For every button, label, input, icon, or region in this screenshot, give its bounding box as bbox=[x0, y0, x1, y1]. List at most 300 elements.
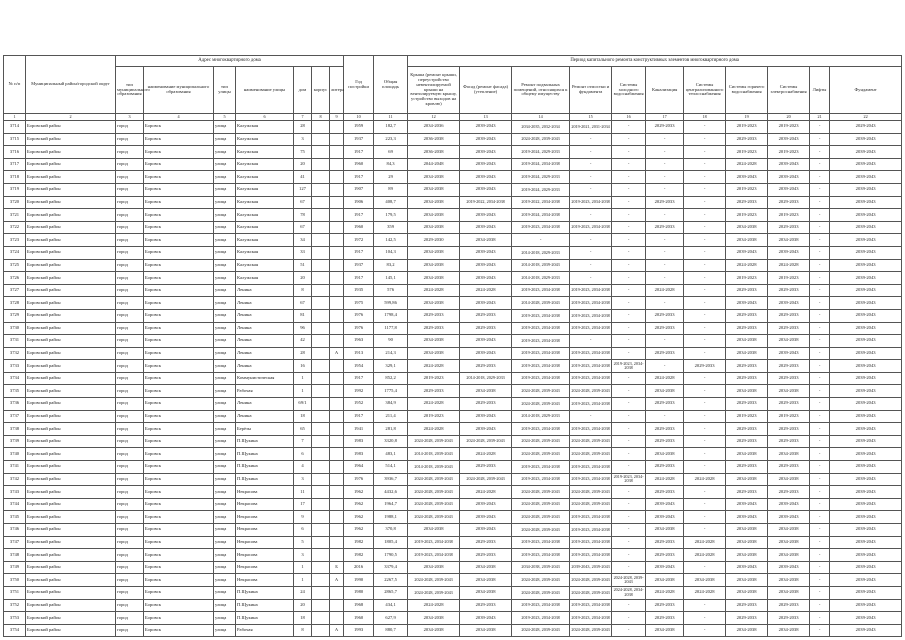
table-row bbox=[4, 335, 902, 348]
table-cell bbox=[312, 599, 330, 612]
table-cell: 2039-2043 bbox=[460, 121, 512, 134]
table-cell: 2039-2043 bbox=[768, 133, 810, 146]
table-cell: город bbox=[116, 612, 144, 625]
column-number: 5 bbox=[214, 114, 236, 121]
table-cell: улица bbox=[214, 259, 236, 272]
table-cell: улица bbox=[214, 423, 236, 436]
table-cell bbox=[330, 171, 344, 184]
table-cell: 2019-2023, 2034-2038 bbox=[512, 335, 570, 348]
table-cell: улица bbox=[214, 612, 236, 625]
table-cell: 1177,8 bbox=[374, 322, 408, 335]
table-cell: 2024-2028, 2039-2043 bbox=[512, 385, 570, 398]
table-cell: - bbox=[612, 196, 646, 209]
table-cell: 2039-2043 bbox=[460, 297, 512, 310]
table-cell: 3936,7 bbox=[374, 473, 408, 486]
table-cell: - bbox=[612, 398, 646, 411]
table-cell: 2029-2033 bbox=[726, 322, 768, 335]
table-cell: 2039-2043 bbox=[646, 511, 684, 524]
table-cell: - bbox=[570, 259, 612, 272]
table-cell: 2019-2024, 2029-2033 bbox=[512, 183, 570, 196]
table-cell: 2039-2043 bbox=[768, 511, 810, 524]
table-cell: 2039-2043 bbox=[830, 272, 902, 285]
table-row bbox=[4, 259, 902, 272]
table-cell: 2039-2043 bbox=[830, 335, 902, 348]
table-cell: Ленина bbox=[236, 335, 294, 348]
table-cell: Боровский район bbox=[26, 171, 116, 184]
table-cell: Боровск bbox=[144, 347, 214, 360]
table-cell: - bbox=[684, 410, 726, 423]
table-cell: 24 bbox=[294, 586, 312, 599]
table-cell: 179,5 bbox=[374, 209, 408, 222]
table-cell: 2019-2023, 2034-2038 bbox=[612, 360, 646, 373]
table-cell: Ленина bbox=[236, 398, 294, 411]
table-cell: - bbox=[810, 423, 830, 436]
table-cell: 2039-2043 bbox=[460, 171, 512, 184]
table-cell: улица bbox=[214, 574, 236, 587]
table-cell: 1968 bbox=[344, 599, 374, 612]
table-cell: 2029-2033 bbox=[646, 398, 684, 411]
table-cell: 2034-2038 bbox=[408, 297, 460, 310]
column-number: 11 bbox=[374, 114, 408, 121]
table-cell: - bbox=[684, 347, 726, 360]
table-cell: - bbox=[646, 183, 684, 196]
table-cell: - bbox=[684, 133, 726, 146]
table-cell: Боровск bbox=[144, 372, 214, 385]
table-cell: 3 bbox=[294, 549, 312, 562]
col-header: Системы централизованного теплоснабжения bbox=[684, 67, 726, 114]
table-cell bbox=[330, 398, 344, 411]
table-cell: - bbox=[684, 561, 726, 574]
table-row bbox=[4, 209, 902, 222]
table-cell: Боровский район bbox=[26, 549, 116, 562]
table-cell: 2024-2028, 2039-2043 bbox=[570, 586, 612, 599]
table-cell: - bbox=[684, 624, 726, 637]
table-cell: - bbox=[810, 624, 830, 637]
table-cell: 2019-2023 bbox=[726, 183, 768, 196]
table-cell: 1 bbox=[294, 372, 312, 385]
table-cell: 2019-2023 bbox=[768, 209, 810, 222]
table-cell: Боровск bbox=[144, 461, 214, 474]
col-header: наименование муниципального образования bbox=[144, 67, 214, 114]
table-cell: улица bbox=[214, 435, 236, 448]
table-cell: - bbox=[612, 284, 646, 297]
table-cell: 2034-2038 bbox=[726, 385, 768, 398]
table-cell: 384,9 bbox=[374, 398, 408, 411]
table-cell: - bbox=[810, 524, 830, 537]
table-cell: 2024-2028, 2039-2043 bbox=[408, 574, 460, 587]
table-cell: 3746 bbox=[4, 524, 26, 537]
table-cell: 2029-2033 bbox=[460, 549, 512, 562]
table-cell: 2039-2043 bbox=[460, 410, 512, 423]
table-cell: - bbox=[810, 297, 830, 310]
table-cell: 2019-2023, 2034-2038 bbox=[570, 549, 612, 562]
table-cell bbox=[312, 461, 330, 474]
table-cell: 3735 bbox=[4, 385, 26, 398]
table-cell: 2019-2023 bbox=[726, 209, 768, 222]
column-number: 4 bbox=[144, 114, 214, 121]
table-cell: 2019-2021, 2031-2034 bbox=[570, 121, 612, 134]
column-number: 3 bbox=[116, 114, 144, 121]
table-cell: 2019-2023, 2034-2038 bbox=[512, 549, 570, 562]
table-cell: - bbox=[646, 360, 684, 373]
table-cell: 2029-2033 bbox=[408, 309, 460, 322]
table-cell bbox=[330, 259, 344, 272]
table-cell: 2039-2043 bbox=[830, 322, 902, 335]
col-header: наименование улицы bbox=[236, 67, 294, 114]
table-cell: 2019-2023, 2034-2038 bbox=[570, 536, 612, 549]
table-cell: 2024-2028 bbox=[408, 398, 460, 411]
table-cell: 3753 bbox=[4, 612, 26, 625]
table-cell: 3728 bbox=[4, 297, 26, 310]
table-cell: Боровск bbox=[144, 322, 214, 335]
table-cell: 83,2 bbox=[374, 259, 408, 272]
table-cell: Боровский район bbox=[26, 561, 116, 574]
table-cell: Боровский район bbox=[26, 121, 116, 134]
table-cell: 1917 bbox=[344, 209, 374, 222]
table-cell: 2039-2043 bbox=[460, 146, 512, 159]
table-cell: 2039-2043 bbox=[830, 297, 902, 310]
table-cell: 2029-2043 bbox=[830, 121, 902, 134]
table-cell: 3729 bbox=[4, 309, 26, 322]
table-cell: 11 bbox=[294, 486, 312, 499]
table-cell: 2034-2038 bbox=[726, 234, 768, 247]
table-cell: 2034-2038 bbox=[768, 549, 810, 562]
table-cell: город bbox=[116, 498, 144, 511]
table-cell: - bbox=[810, 209, 830, 222]
table-cell: - bbox=[684, 486, 726, 499]
table-cell: 2029-2033 bbox=[768, 284, 810, 297]
table-cell: Боровский район bbox=[26, 461, 116, 474]
table-cell: 2019-2023, 2034-2038 bbox=[512, 347, 570, 360]
table-cell: - bbox=[612, 624, 646, 637]
column-number: 21 bbox=[810, 114, 830, 121]
table-cell: город bbox=[116, 574, 144, 587]
table-cell: - bbox=[612, 435, 646, 448]
column-number: 16 bbox=[612, 114, 646, 121]
table-cell: 2029-2033 bbox=[768, 221, 810, 234]
table-cell: - bbox=[810, 196, 830, 209]
col-header: Системы электроснабжения bbox=[768, 67, 810, 114]
table-cell: Боровский район bbox=[26, 498, 116, 511]
table-cell: Некрасова bbox=[236, 574, 294, 587]
table-cell: 3748 bbox=[4, 549, 26, 562]
table-cell: улица bbox=[214, 486, 236, 499]
table-cell bbox=[330, 448, 344, 461]
table-cell: Боровский район bbox=[26, 297, 116, 310]
table-cell: Боровский район bbox=[26, 183, 116, 196]
table-cell: 2029-2033 bbox=[646, 599, 684, 612]
table-cell: 2024-2028 bbox=[684, 586, 726, 599]
table-cell: Боровский район bbox=[26, 398, 116, 411]
table-cell: город bbox=[116, 121, 144, 134]
table-cell: 2019-2024, 2034-2038 bbox=[512, 209, 570, 222]
table-cell: - bbox=[810, 121, 830, 134]
table-cell: улица bbox=[214, 536, 236, 549]
table-cell: 3743 bbox=[4, 486, 26, 499]
capital-repair-schedule-sheet bbox=[3, 55, 901, 637]
table-cell: 1906 bbox=[344, 196, 374, 209]
table-cell: 2029-2033 bbox=[646, 121, 684, 134]
table-cell: 2034-2036 bbox=[408, 121, 460, 134]
table-cell: Ленина bbox=[236, 322, 294, 335]
column-number: 9 bbox=[330, 114, 344, 121]
table-cell: Боровск bbox=[144, 360, 214, 373]
table-cell: 2034-2038 bbox=[768, 234, 810, 247]
table-cell: 2034-2038 bbox=[726, 574, 768, 587]
table-cell: 2024-2028, 2039-2043 bbox=[512, 498, 570, 511]
table-cell bbox=[312, 574, 330, 587]
table-cell: - bbox=[684, 511, 726, 524]
table-cell bbox=[330, 498, 344, 511]
table-row bbox=[4, 347, 902, 360]
table-cell: 29 bbox=[374, 171, 408, 184]
table-cell: Боровск bbox=[144, 221, 214, 234]
table-cell bbox=[312, 246, 330, 259]
table-cell bbox=[330, 272, 344, 285]
table-cell: 2019-2023, 2034-2038 bbox=[570, 524, 612, 537]
table-cell: 2034-2038 bbox=[768, 524, 810, 537]
table-cell: Боровск bbox=[144, 297, 214, 310]
table-cell: 1983 bbox=[344, 435, 374, 448]
table-cell: - bbox=[810, 259, 830, 272]
table-cell: - bbox=[612, 423, 646, 436]
table-cell: 2039-2043 bbox=[460, 335, 512, 348]
table-cell: 1964,7 bbox=[374, 498, 408, 511]
table-cell: 2024-2028, 2039-2043 bbox=[512, 398, 570, 411]
table-cell: - bbox=[810, 561, 830, 574]
table-cell: 3 bbox=[294, 133, 312, 146]
table-cell: улица bbox=[214, 398, 236, 411]
table-cell: 2024-2028 bbox=[768, 259, 810, 272]
table-cell: улица bbox=[214, 209, 236, 222]
table-cell: 2039-2043 bbox=[460, 272, 512, 285]
table-cell: 2019-2023 bbox=[726, 272, 768, 285]
col-header: дом bbox=[294, 67, 312, 114]
table-cell: Коммунистическая bbox=[236, 372, 294, 385]
table-cell: 2019-2023, 2034-2038 bbox=[570, 347, 612, 360]
table-cell: 1937 bbox=[344, 259, 374, 272]
table-cell: - bbox=[810, 234, 830, 247]
table-cell: - bbox=[612, 272, 646, 285]
table-cell: - bbox=[684, 158, 726, 171]
table-cell: улица bbox=[214, 284, 236, 297]
table-cell: 2039-2043 bbox=[830, 461, 902, 474]
table-cell: 96 bbox=[294, 322, 312, 335]
table-cell: - bbox=[684, 297, 726, 310]
table-cell: 2039-2043 bbox=[768, 183, 810, 196]
table-cell: - bbox=[684, 221, 726, 234]
table-cell bbox=[312, 511, 330, 524]
table-cell: 2019-2024, 2029-2033 bbox=[512, 171, 570, 184]
table-cell: Боровск bbox=[144, 121, 214, 134]
table-cell: 3733 bbox=[4, 360, 26, 373]
table-cell: 3379,4 bbox=[374, 561, 408, 574]
table-cell: 2024-2028, 2039-2043 bbox=[512, 524, 570, 537]
table-cell: - bbox=[810, 398, 830, 411]
table-cell: - bbox=[646, 158, 684, 171]
table-cell: Боровский район bbox=[26, 335, 116, 348]
table-cell: 2039-2043 bbox=[830, 473, 902, 486]
table-cell bbox=[312, 158, 330, 171]
table-cell: Боровский район bbox=[26, 423, 116, 436]
table-cell: город bbox=[116, 385, 144, 398]
table-cell: Боровск bbox=[144, 171, 214, 184]
table-cell: 2029-2033 bbox=[768, 398, 810, 411]
table-cell: 2019-2023, 2034-2038 bbox=[570, 297, 612, 310]
table-cell: Калужская bbox=[236, 171, 294, 184]
table-cell: П.Щукина bbox=[236, 448, 294, 461]
table-cell: 20 bbox=[294, 272, 312, 285]
table-cell: 3745 bbox=[4, 511, 26, 524]
table-cell: 408,7 bbox=[374, 196, 408, 209]
table-cell: город bbox=[116, 297, 144, 310]
table-cell: 2034-2038 bbox=[768, 385, 810, 398]
table-cell: 2019-2024, 2034-2038 bbox=[512, 158, 570, 171]
table-cell: - bbox=[612, 524, 646, 537]
table-cell: 3739 bbox=[4, 435, 26, 448]
table-cell: 2024-2028, 2039-2043 bbox=[512, 586, 570, 599]
column-number: 6 bbox=[236, 114, 294, 121]
table-cell: город bbox=[116, 536, 144, 549]
table-cell: город bbox=[116, 309, 144, 322]
table-cell: Боровский район bbox=[26, 473, 116, 486]
table-cell: 2029-2030 bbox=[408, 234, 460, 247]
table-cell: А bbox=[330, 574, 344, 587]
table-cell: 2024-2028, 2039-2043 bbox=[570, 486, 612, 499]
table-cell bbox=[330, 461, 344, 474]
table-cell: 2039-2043 bbox=[830, 549, 902, 562]
table-cell: Боровск bbox=[144, 196, 214, 209]
table-cell: 3742 bbox=[4, 473, 26, 486]
table-cell: - bbox=[684, 372, 726, 385]
table-cell: 2029-2033 bbox=[646, 196, 684, 209]
table-cell: - bbox=[612, 372, 646, 385]
table-cell bbox=[312, 121, 330, 134]
table-cell: 2024-2028, 2039-2043 bbox=[512, 133, 570, 146]
table-cell bbox=[330, 335, 344, 348]
table-cell: улица bbox=[214, 272, 236, 285]
table-cell: 2019-2022, 2034-2038 bbox=[512, 196, 570, 209]
table-cell: Калужская bbox=[236, 234, 294, 247]
table-cell: 2029-2033 bbox=[460, 398, 512, 411]
table-cell: 2039-2043 bbox=[460, 259, 512, 272]
table-cell: 2019-2023, 2034-2038 bbox=[570, 360, 612, 373]
table-cell: 2016 bbox=[344, 561, 374, 574]
table-cell: Боровский район bbox=[26, 234, 116, 247]
table-cell: Боровск bbox=[144, 624, 214, 637]
table-cell: - bbox=[570, 183, 612, 196]
table-cell: Боровский район bbox=[26, 360, 116, 373]
table-cell: улица bbox=[214, 624, 236, 637]
table-cell: - bbox=[810, 272, 830, 285]
table-cell: Калужская bbox=[236, 196, 294, 209]
table-cell: 2014-2018, 2029-2033 bbox=[512, 410, 570, 423]
table-cell bbox=[312, 524, 330, 537]
table-cell: 2019-2023, 2034-2038 bbox=[512, 599, 570, 612]
table-cell: 67 bbox=[294, 297, 312, 310]
table-cell: - bbox=[684, 234, 726, 247]
table-cell: Боровск bbox=[144, 309, 214, 322]
table-cell: 2039-2043 bbox=[830, 259, 902, 272]
table-cell: Боровск bbox=[144, 612, 214, 625]
table-cell: 4432,6 bbox=[374, 486, 408, 499]
table-cell: - bbox=[612, 347, 646, 360]
table-cell: 1982 bbox=[344, 549, 374, 562]
table-cell: 69/1 bbox=[294, 398, 312, 411]
table-cell: город bbox=[116, 133, 144, 146]
table-cell: - bbox=[646, 209, 684, 222]
table-cell: 2039-2043 bbox=[830, 196, 902, 209]
table-cell: Боровск bbox=[144, 146, 214, 159]
table-cell: - bbox=[570, 209, 612, 222]
table-cell: 2034-2038 bbox=[646, 524, 684, 537]
table-cell: Боровский район bbox=[26, 448, 116, 461]
table-cell: Боровск bbox=[144, 234, 214, 247]
table-cell bbox=[312, 624, 330, 637]
table-cell: 2029-2033 bbox=[646, 423, 684, 436]
table-cell: город bbox=[116, 586, 144, 599]
table-cell: 1983 bbox=[344, 448, 374, 461]
table-cell: город bbox=[116, 599, 144, 612]
table-cell: 2039-2043 bbox=[768, 561, 810, 574]
table-cell: 1976 bbox=[344, 309, 374, 322]
table-cell bbox=[312, 196, 330, 209]
table-cell: - bbox=[684, 183, 726, 196]
table-cell: город bbox=[116, 209, 144, 222]
table-cell: 2029-2033 bbox=[768, 612, 810, 625]
table-cell: 329,1 bbox=[374, 360, 408, 373]
table-cell: 2039-2043 bbox=[830, 309, 902, 322]
table-cell: - bbox=[684, 322, 726, 335]
table-cell: 2039-2043 bbox=[830, 246, 902, 259]
table-cell: город bbox=[116, 398, 144, 411]
table-cell: 142,5 bbox=[374, 234, 408, 247]
table-cell: 2034-2038 bbox=[646, 624, 684, 637]
table-cell: 2029-2033 bbox=[646, 221, 684, 234]
column-number: 12 bbox=[408, 114, 460, 121]
table-cell: город bbox=[116, 524, 144, 537]
table-cell: город bbox=[116, 511, 144, 524]
table-cell: Ленина bbox=[236, 309, 294, 322]
table-cell bbox=[330, 246, 344, 259]
table-cell: Боровский район bbox=[26, 322, 116, 335]
table-cell: 16 bbox=[294, 360, 312, 373]
table-row bbox=[4, 309, 902, 322]
table-cell: - bbox=[612, 158, 646, 171]
table-cell: 3716 bbox=[4, 146, 26, 159]
table-cell: - bbox=[810, 461, 830, 474]
col-header: Муниципальный район/городской округ bbox=[26, 56, 116, 114]
column-number-row bbox=[4, 114, 902, 121]
table-cell: 2019-2023 bbox=[768, 410, 810, 423]
col-header: Системы холодного водоснабжения bbox=[612, 67, 646, 114]
table-cell: 28 bbox=[294, 347, 312, 360]
table-cell: город bbox=[116, 486, 144, 499]
table-cell: 2039-2043 bbox=[646, 561, 684, 574]
table-cell: 2014-2018, 2039-2043 bbox=[512, 259, 570, 272]
table-cell: 3732 bbox=[4, 347, 26, 360]
table-cell: 2024-2028, 2039-2043 bbox=[408, 435, 460, 448]
table-cell: Боровск bbox=[144, 410, 214, 423]
table-cell: 2019-2023, 2034-2038 bbox=[512, 284, 570, 297]
table-cell bbox=[330, 423, 344, 436]
table-cell: - bbox=[684, 259, 726, 272]
table-cell: Боровский район bbox=[26, 196, 116, 209]
table-cell: Боровский район bbox=[26, 410, 116, 423]
table-cell: Калужская bbox=[236, 158, 294, 171]
table-cell: 2039-2043 bbox=[830, 133, 902, 146]
table-cell: 359 bbox=[374, 221, 408, 234]
